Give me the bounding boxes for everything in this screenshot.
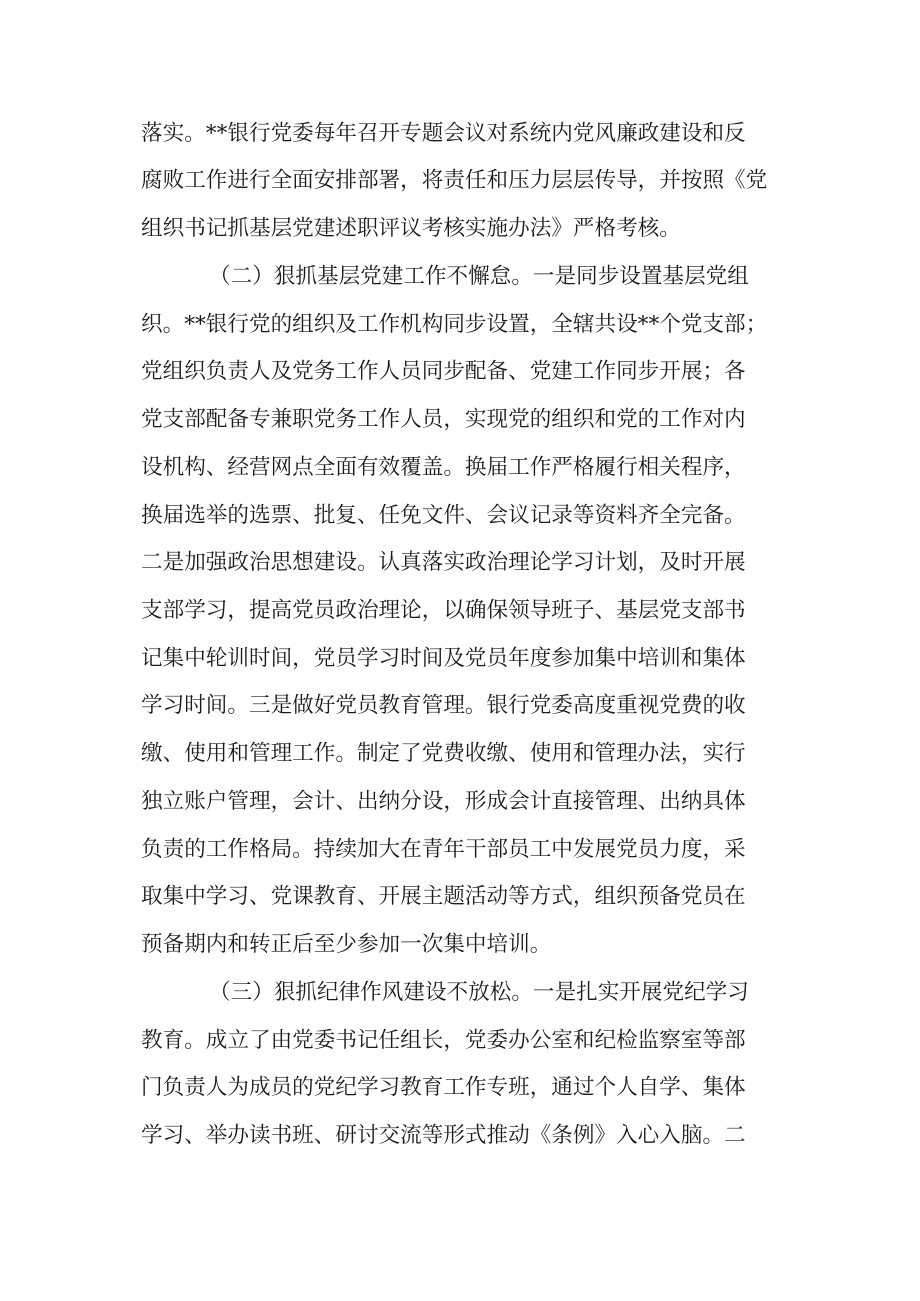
- text-line: 支部学习，提高党员政治理论，以确保领导班子、基层党支部书: [141, 598, 746, 623]
- text-line: 组织书记抓基层党建述职评议考核实施办法》严格考核。: [141, 216, 681, 241]
- section-heading-line: （三）狠抓纪律作风建设不放松。一是扎实开展党纪学习: [209, 980, 749, 1005]
- text-line: 党组织负责人及党务工作人员同步配备、党建工作同步开展；各: [141, 359, 746, 384]
- text-line: 二是加强政治思想建设。认真落实政治理论学习计划，及时开展: [141, 550, 746, 575]
- text-line: 换届选举的选票、批复、任免文件、会议记录等资料齐全完备。: [141, 503, 746, 528]
- text-line: 负责的工作格局。持续加大在青年干部员工中发展党员力度，采: [141, 837, 746, 862]
- text-line: 学习、举办读书班、研讨交流等形式推动《条例》入心入脑。二: [141, 1123, 746, 1148]
- text-line: 取集中学习、党课教育、开展主题活动等方式，组织预备党员在: [141, 884, 746, 909]
- text-line: 腐败工作进行全面安排部署，将责任和压力层层传导，并按照《党: [141, 168, 768, 193]
- text-line: 党支部配备专兼职党务工作人员，实现党的组织和党的工作对内: [141, 407, 746, 432]
- text-line: 记集中轮训时间，党员学习时间及党员年度参加集中培训和集体: [141, 646, 746, 671]
- text-line: 设机构、经营网点全面有效覆盖。换届工作严格履行相关程序，: [141, 455, 746, 480]
- section-heading-line: （二）狠抓基层党建工作不懈怠。一是同步设置基层党组: [209, 264, 749, 289]
- text-line: 独立账户管理，会计、出纳分设，形成会计直接管理、出纳具体: [141, 789, 746, 814]
- text-line: 缴、使用和管理工作。制定了党费收缴、使用和管理办法，实行: [141, 741, 746, 766]
- text-line: 落实。**银行党委每年召开专题会议对系统内党风廉政建设和反: [141, 121, 746, 146]
- text-line: 织。**银行党的组织及工作机构同步设置，全辖共设**个党支部；: [141, 312, 768, 337]
- text-line: 学习时间。三是做好党员教育管理。银行党委高度重视党费的收: [141, 693, 746, 718]
- text-line: 教育。成立了由党委书记任组长，党委办公室和纪检监察室等部: [141, 1028, 746, 1053]
- text-line: 门负责人为成员的党纪学习教育工作专班，通过个人自学、集体: [141, 1075, 746, 1100]
- text-line: 预备期内和转正后至少参加一次集中培训。: [141, 932, 552, 957]
